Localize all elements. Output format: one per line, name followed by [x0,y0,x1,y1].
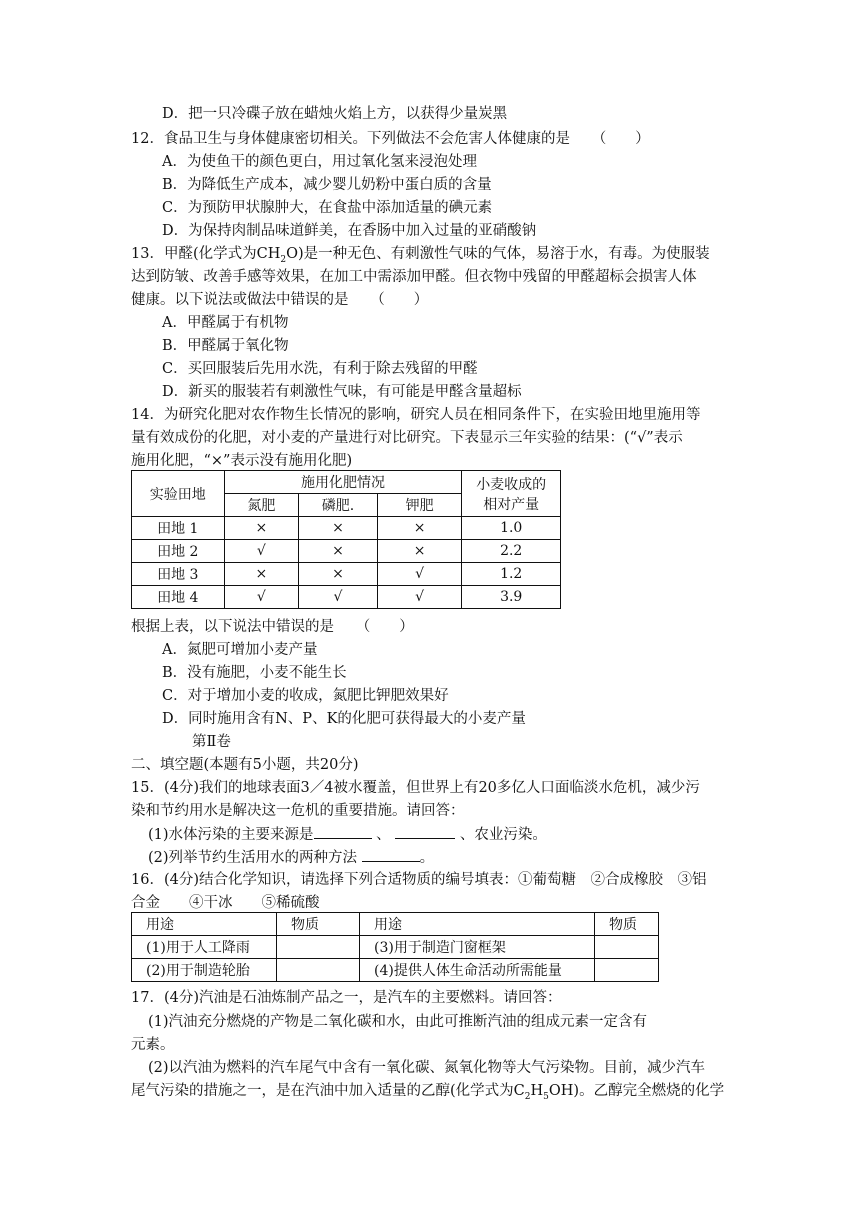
header-yield: 小麦收成的 相对产量 [462,471,561,517]
q11-option-d: D．把一只冷碟子放在蜡烛火焰上方，以获得少量炭黑 [162,106,508,122]
q13-option-b: B．甲醛属于氧化物 [162,338,289,354]
answer-blank[interactable] [362,847,420,862]
q14-stem-line1: 14．为研究化肥对农作物生长情况的影响，研究人员在相同条件下，在实验田地里施用等 [131,407,701,423]
header-nitrogen: 氮肥 [224,494,299,517]
q15-stem-line1: 15．(4分)我们的地球表面3／4被水覆盖，但世界上有20多亿人口面临淡水危机，减少污 [131,780,700,796]
q17-sub1-line1: (1)汽油充分燃烧的产物是二氧化碳和水，由此可推断汽油的组成元素一定含有 [148,1014,648,1030]
answer-blank[interactable] [314,824,372,839]
q17-sub1-line2: 元素。 [131,1037,175,1053]
answer-cell[interactable] [595,936,659,959]
q13-option-d: D．新买的服装若有刺激性气味，有可能是甲醛含量超标 [162,384,522,400]
q16-stem-line2: 合金 ④干冰 ⑤稀硫酸 [131,895,320,911]
q16-stem-line1: 16．(4分)结合化学知识，请选择下列合适物质的编号填表：①葡萄糖 ②合成橡胶 ③铝 [131,872,707,888]
header-use-2: 用途 [360,913,595,936]
table-row: 田地 4 √ √ √ 3.9 [132,586,561,609]
q14-stem-line3: 施用化肥，“×”表示没有施用化肥) [131,453,353,469]
q14-option-b: B．没有施肥，小麦不能生长 [162,665,347,681]
q14-option-c: C．对于增加小麦的收成，氮肥比钾肥效果好 [162,688,449,704]
table-row: 田地 3 × × √ 1.2 [132,563,561,586]
q13-option-c: C．买回服装后先用水洗，有利于除去残留的甲醛 [162,361,478,377]
answer-blank[interactable] [395,824,455,839]
q14-question: 根据上表，以下说法中错误的是 （ ） [131,619,414,635]
q12-option-d: D．为保持肉制品味道鲜美，在香肠中加入过量的亚硝酸钠 [162,223,537,239]
q12-option-c: C．为预防甲状腺肿大，在食盐中添加适量的碘元素 [162,200,493,216]
fertilizer-table [131,470,561,609]
q12-option-a: A．为使鱼干的颜色更白，用过氧化氢来浸泡处理 [162,154,477,170]
q15-sub1: (1)水体污染的主要来源是 、 、农业污染。 [148,824,547,845]
header-substance: 物质 [277,913,360,936]
volume-2-title: 第Ⅱ卷 [192,734,231,750]
q17-stem: 17．(4分)汽油是石油炼制产品之一，是汽车的主要燃料。请回答： [131,990,562,1006]
header-field: 实验田地 [132,471,225,517]
q17-sub2-line1: (2)以汽油为燃料的汽车尾气中含有一氧化碳、氮氧化物等大气污染物。目前，减少汽车 [148,1060,706,1076]
q14-option-d: D．同时施用含有N、P、K的化肥可获得最大的小麦产量 [162,711,526,727]
q13-stem-line3: 健康。以下说法或做法中错误的是 （ ） [131,292,429,308]
q14-option-a: A．氮肥可增加小麦产量 [162,642,318,658]
table-row: (1)用于人工降雨 (3)用于制造门窗框架 [132,936,659,959]
answer-cell[interactable] [595,959,659,982]
q13-stem-line1: 13．甲醛(化学式为$CH_2O$)是一种无色、有刺激性气味的气体，易溶于水，有毒。为使服装 [131,246,710,265]
table-row: (2)用于制造轮胎 (4)提供人体生命活动所需能量 [132,959,659,982]
table-row: 田地 1 × × × 1.0 [132,517,561,540]
table-row: 田地 2 √ × × 2.2 [132,540,561,563]
header-fertilizer: 施用化肥情况 [224,471,462,494]
answer-cell[interactable] [277,936,360,959]
q15-stem-line2: 染和节约用水是解决这一危机的重要措施。请回答： [131,803,465,819]
q15-sub2: (2)列举节约生活用水的两种方法 。 [148,847,434,868]
q12-option-b: B．为降低生产成本，减少婴儿奶粉中蛋白质的含量 [162,177,492,193]
q13-stem-line2: 达到防皱、改善手感等效果，在加工中需添加甲醛。但衣物中残留的甲醛超标会损害人体 [131,269,697,285]
q13-option-a: A．甲醛属于有机物 [162,315,289,331]
header-substance-2: 物质 [595,913,659,936]
header-potassium: 钾肥 [377,494,462,517]
header-phosphorus: 磷肥. [299,494,378,517]
q17-sub2-line2: 尾气污染的措施之一，是在汽油中加入适量的乙醇(化学式为$C_2H_5OH$)。乙醇完全燃烧的化学 [131,1083,725,1102]
answer-cell[interactable] [277,959,360,982]
q12-stem: 12．食品卫生与身体健康密切相关。下列做法不会危害人体健康的是 （ ） [131,131,650,147]
q14-stem-line2: 量有效成份的化肥，对小麦的产量进行对比研究。下表显示三年实验的结果：(“√”表示 [131,430,683,446]
section-2-heading: 二、填空题(本题有5小题，共20分) [131,757,359,773]
usage-table [131,912,659,982]
header-use: 用途 [132,913,277,936]
